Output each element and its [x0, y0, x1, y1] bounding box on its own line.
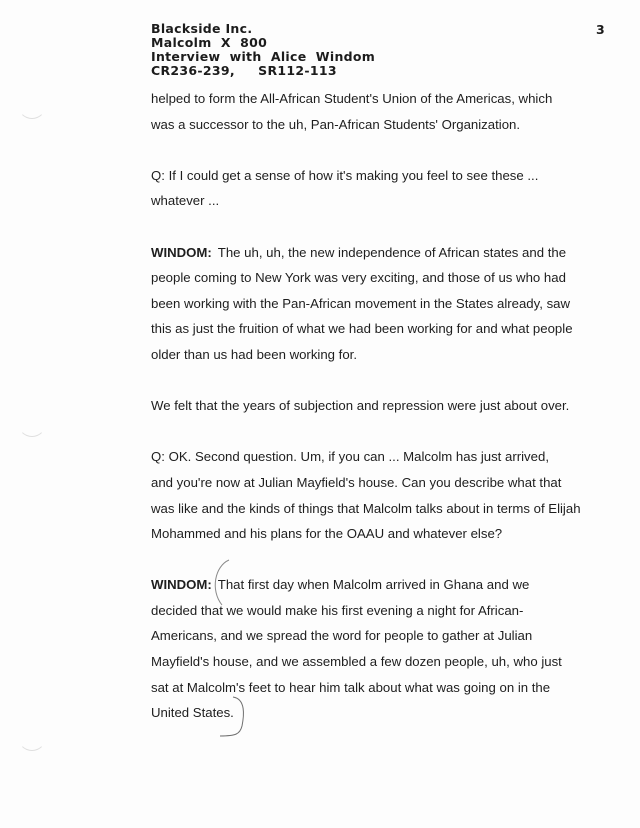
- answer-line: older than us had been working for.: [151, 346, 358, 362]
- answer-line: [151, 572, 591, 598]
- punch-hole-mark: [18, 724, 46, 751]
- answer-line: We felt that the years of subjection and repression were just about over.: [151, 398, 570, 414]
- transcript-body: [151, 86, 591, 726]
- transcript-line: was a successor to the uh, Pan-African Students' Organization.: [151, 116, 521, 132]
- question-line: Q: OK. Second question. Um, if you can ... Malcolm has just arrived,: [151, 449, 549, 465]
- question-line: Q: If I could get a sense of how it's making you feel to see these ...: [151, 167, 539, 183]
- question-line: whatever ...: [151, 193, 220, 209]
- answer-text: The uh, uh, the new independence of African states and the: [217, 244, 567, 260]
- answer-line: decided that we would make his first evening a night for African-: [151, 602, 524, 618]
- answer-line: been working with the Pan-African movement in the States already, saw: [151, 295, 571, 311]
- answer-text: That first day when Malcolm arrived in Ghana and we: [217, 577, 530, 593]
- answer-line: sat at Malcolm's feet to hear him talk about what was going on in the: [151, 679, 551, 695]
- header-interview: Interview with Alice Windom: [151, 49, 376, 64]
- punch-hole-mark: [18, 410, 46, 437]
- header-reels: CR236-239, SR112-113: [151, 63, 337, 78]
- answer-line: Mayfield's house, and we assembled a few dozen people, uh, who just: [151, 654, 562, 670]
- transcript-line: helped to form the All-African Student's Union of the Americas, which: [151, 91, 553, 106]
- answer-line: this as just the fruition of what we had been working for and what people: [151, 321, 573, 337]
- question-line: and you're now at Julian Mayfield's house. Can you describe what that: [151, 474, 562, 490]
- question-line: was like and the kinds of things that Malcolm talks about in terms of Elijah: [151, 500, 581, 516]
- header-company: Blackside Inc.: [151, 21, 253, 36]
- answer-line: Americans, and we spread the word for people to gather at Julian: [151, 628, 533, 644]
- punch-hole-mark: [18, 92, 46, 119]
- answer-line: United States.: [151, 705, 234, 721]
- answer-line: [151, 240, 591, 266]
- speaker-label: WINDOM:: [151, 244, 212, 260]
- header-project: Malcolm X 800: [151, 35, 268, 50]
- page-number: 3: [596, 22, 605, 37]
- document-header: [151, 22, 375, 78]
- speaker-label: WINDOM:: [151, 577, 212, 593]
- question-line: Mohammed and his plans for the OAAU and whatever else?: [151, 526, 503, 542]
- answer-line: people coming to New York was very exciting, and those of us who had: [151, 270, 566, 286]
